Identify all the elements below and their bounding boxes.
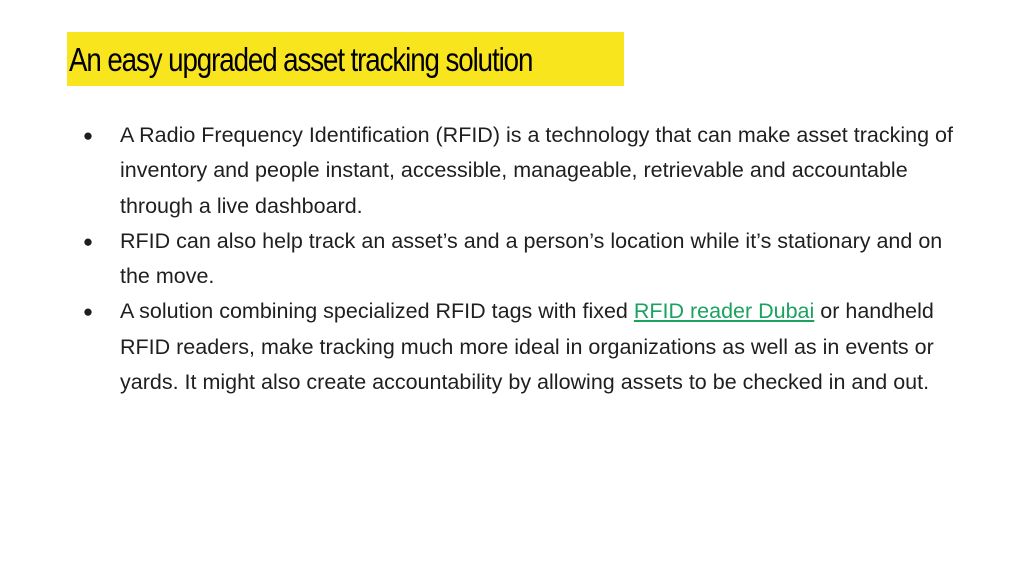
bullet-text-after-link: or handheld RFID readers, make tracking much more ideal in organizations as well as in events or yards. It might also create accountability by allowing assets to be checked in and out. (120, 299, 934, 395)
bullet-list (78, 118, 978, 400)
slide-title: An easy upgraded asset tracking solution (69, 40, 533, 78)
bullet-item (78, 224, 978, 295)
bullet-dot-icon: ● (82, 231, 94, 251)
bullet-text: RFID can also help track an asset’s and a person’s location while it’s stationary and on the move. (120, 228, 943, 289)
bullet-dot-icon: ● (82, 302, 94, 322)
bullet-item (78, 294, 978, 400)
bullet-text: A Radio Frequency Identification (RFID) is a technology that can make asset tracking of inventory and people instant, accessible, manageable, retrievable and accountable through a live dashboard. (120, 123, 953, 218)
title-highlight (67, 32, 624, 86)
bullet-dot-icon: ● (82, 126, 94, 145)
rfid-reader-dubai-link[interactable]: RFID reader Dubai (633, 299, 815, 324)
bullet-item (78, 118, 978, 224)
bullet-text-before-link: A solution combining specialized RFID tags with fixed (120, 299, 634, 324)
